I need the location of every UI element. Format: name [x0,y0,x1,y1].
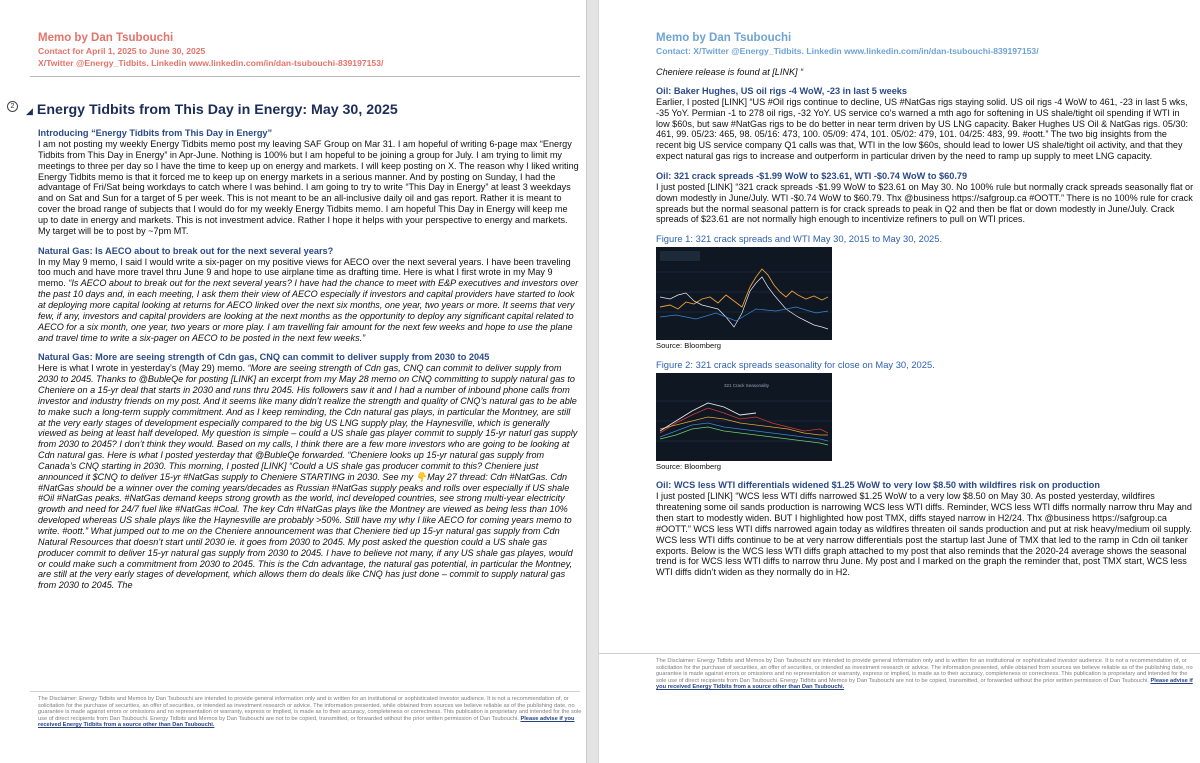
figure2-source: Source: Bloomberg [656,462,722,472]
left-header-title: Memo by Dan Tsubouchi [38,32,174,44]
section-quote-cdn-gas: “More are seeing strength of Cdn gas, CNQ can commit to deliver supply from 2030 to 2045. Thanks to @BubleQe for posting [LINK] an excerpt from my May 28 memo on CNQ committing to supply natural gas to Cheniere on a 15-yr deal that starts in 2030 and runs thru 2045. His followers saw it and I had a number of inbound phone calls from investor and industry friends on my post. And it seems like many didn’t realize the strength and quality of CNQ’s natural gas to be able to make such a long-term supply commitment. And as I keep reminding, the Cdn natural gas plays, in particular the Montney, are still at the very early stages of development especially compared to the big US LNG supply play, the Haynesville, which is generally viewed as being at least half developed. My question is simple – could a US shale gas player commit to supply 15-yr naturl gas supply from 2030 to 2045? I don’t think they would. Based on my calls, I think there are a few more investors who are going to be looking at Cdn natural gas. Here is what I posted yesterday that @BubleQe forwarded. “Cheniere looks up 15-yr natural gas supply from Canada’s CNQ starting in 2030. This morning, I posted [LINK] “Could a US shale gas producer commit to this? Cheniere just announced it $CNQ to deliver 15-yr #NatGas supply to Cheniere STARTING in 2030. See my 👇May 27 thread: Cdn #NatGas. Cdn #NatGas should be a winner over the coming years/decades as Russian #NatGas supply peaks and rolls over especially if US shale #Oil #NatGas peaks. #NatGas demand keeps strong growth as the world, incl developed countries, see strong multi-year electricity growth and need for 24/7 fuel like #NatGas #Coal. The key Cdn #NatGas plays like the Montney are viewed as being less than 10% developed whereas US shale plays like the Haynesville are probably >50%. Still have my why I like AECO for coming years memo to write. #oott.” What jumped out to me on the Cheniere announcement was that Cheniere tied up 15-yr natural gas supply from Cdn Natural Resources that doesn’t start until 2030 ie. it goes from 2030 to 2045. My post asked the question could a US shale gas producer commit to deliver 15-yr natural gas supply from 2030 to 2045. I have to believe not many, if any US shale gas playes, would or could make such a commitment from 2030 to 2045. This is the Cdn advantage, the natural gas potential, in particular the Montney, are still at the very early stages of development, which allows them do deals like CNQ has just done – commit to supply natural gas from 2030 to 2045. The [38,363,578,591]
figure1-caption: Figure 1: 321 crack spreads and WTI May 30, 2015 to May 30, 2025. [656,233,943,245]
right-header-contact[interactable]: Contact: X/Twitter @Energy_Tidbits. Linkedin www.linkedin.com/in/dan-tsubouchi-839197153/ [656,46,1039,56]
section-body-rigs: Earlier, I posted [LINK] “US #Oil rigs continue to decline, US #NatGas rigs staying solid. US oil rigs -4 WoW to 461, -23 in last 5 wks, -35 YoY. Permian -1 to 278 oil rigs, -32 YoY. US service co's warned a mth ago for softening in US shale/tight oil spending if WTI in low $60s, but saw #NatGas rigs to be do better in near term driven by US LNG capacity. Baker Hughes US Oil & NatGas rigs. 05/30: 461, 99. 05/23: 465, 98. 05/16: 473, 100. 05/09: 474, 101. 05/02: 479, 101. 04/25: 483, 99. #oott.” The two big insights from the recent big US service company Q1 calls was that, WTI in the low $60s, should lead to lower US shale/tight oil activity, and that they expect natural gas rigs to increase and outperform in particular driven by the need to ramp up supply to meet LNG capacity. [656,96,1189,162]
section-body-wcs: I just posted [LINK] “WCS less WTI diffs narrowed $1.25 WoW to a very low $8.50 on May 30. As posted yesterday, wildfires threatening some oil sands production is narrowing WCS less WTI diffs. Reminder, WCS less WTI diffs normally narrow thru May and then start to modestly widen. BUT I highlighted how post TMX, diffs stayed narrow in H2/24. Thx @business https://safgroup.ca #OOTT.” WCS less WTI diffs narrowed again today as wildfires threaten oil sands production and put at risk heavy/medium oil supply. WCS less WTI diffs continue to be at very narrow differentials post the startup last June of TMX that led to the ramp in Cdn oil tanker exports. Below is the WCS less WTI diffs graph attached to my post that also reminds that the 2020-24 average shows the seasonal trend is for WCS less WTI diffs to narrow thru June. My post and I marked on the graph the reminder that, post TMX start, WCS less WTI diffs didn’t widen as they normally do in H2. [656,491,1192,578]
section-body-aeco [38,257,580,344]
section-title-cdn-gas: Natural Gas: More are seeing strength of Cdn gas, CNQ can commit to deliver supply from 2030 to 2045 [38,352,490,363]
paragraph-marker-icon: 2 [7,101,18,112]
section-quote-aeco: “Is AECO about to break out for the next several years? I have had the chance to meet with E&P executives and investors over the past 10 days and, in each meeting, I ask them their view of AECO especially if investors and capital providers have started to look at deploying more capital looking at returns for AECO linked over the next six months, one year, two years or more. It seems that very few, if any, investors and capital providers are looking at the next months as the opportunity to deploy any significant capital related to AECO for a six month, one year, two years or more play. I am travelling fair amount for the next few weeks and hope to use the plane and travel time to write a six-pager on AECO to be posted in the next few weeks.” [38,278,579,343]
figure2-chart [656,373,832,461]
left-disclaimer-link[interactable]: Please advise if you received Energy Tidbits from a source other than Dan Tsubouchi. [38,715,575,729]
header-divider [30,76,580,77]
figure2-chart-title: 321 Crack Seasonality [724,383,770,389]
section-title-intro: Introducing “Energy Tidbits from This Day in Energy” [38,128,273,138]
right-footer-divider [599,653,1200,654]
memo-heading-row [26,101,581,119]
section-title-wcs: Oil: WCS less WTI differentials widened $1.25 WoW to very low $8.50 with wildfires risk on production [656,480,1100,491]
right-header [656,31,1196,57]
section-body-cdn-gas [38,363,580,591]
left-page [0,0,587,763]
right-header-title: Memo by Dan Tsubouchi [656,32,792,44]
cheniere-release-line: Cheniere release is found at [LINK] “ [656,67,804,77]
figure1-chart [656,247,832,340]
section-body-intro: I am not posting my weekly Energy Tidbits memo post my leaving SAF Group on Mar 31. I am hopeful of writing 6-page max “Energy Tidbits from This Day in Energy” in Apr-June. Nothing is 100% but I am hopeful to be joining a group for July. I am trying to limit my meetings to three per day so I have the time to keep up on energy and markets. I will keep posting on X. The reason why I liked writing Energy Tidbits memo is that it forced me to keep up on energy markets in a serious manner. And by posting on Sunday, I had the advantage of Fri/Sat being workdays to catch where I was behind. I am going to try to write “This Day in Energy” at least 3 weekdays and on Sat and Sun for a target of 5 per week. This is not meant to be an all-inclusive daily oil and gas report. Rather it is meant to cover the broad range of subjects that I would do for my weekly Energy Tidbits memo. I am hopeful This Day in Energy will keep me up to date in energy and markets. This is not investment advice. Rather I hope it helps with your perspective to energy and markets. My target will be to post by ~7pm MT. [38,139,579,236]
figure1-chart-svg [656,247,832,340]
section-body-crack: I just posted [LINK] “321 crack spreads -$1.99 WoW to $23.61 on May 30. No 100% rule but normally crack spreads seasonally flat or down modestly in June/July. WTI -$0.74 WoW to $60.79. Thx @business https://safgroup.ca #OOTT.” There is no 100% rule for crack spreads but the normal seasonal pattern is for crack spreads to peak in Q2 and then be flat or down modestly in June/July. Crack spreads of $23.61 are not normally high enough to incentivize refiners to pull on WTI prices. [656,181,1194,225]
collapse-triangle-icon[interactable]: ◢ [26,106,33,116]
right-body [656,67,1194,578]
section-title-aeco: Natural Gas: Is AECO about to break out for the next several years? [38,245,334,256]
footer-divider [30,691,580,692]
section-title-crack: Oil: 321 crack spreads -$1.99 WoW to $23.61, WTI -$0.74 WoW to $60.79 [656,170,968,181]
left-header [38,31,578,69]
right-disclaimer-text: The Disclaimer: Energy Tidbits and Memos by Dan Tsubouchi are intended to provide general information only and is written for an institutional or sophisticated investor audience. It is not a recommendation of, or solicitation for the purchase of securities, an offer of securities, or intended as investment research or advice. The information presented, while obtained from sources we believe reliable as of the publishing date, no guarantee is made against errors or omissions and no representation or warranty, express or implied, is made as to their accuracy, completeness or correctness. This publication is proprietary and intended for the sole use of direct recipients from Dan Tsubouchi. Energy Tidbits and Memos by Dan Tsubouchi are not to be copied, transmitted, or forwarded without the prior written permission of Dan Tsubouchi. [656,658,1193,684]
left-disclaimer [38,696,583,729]
right-disclaimer-link[interactable]: Please advise if you received Energy Tidbits from a source other than Dan Tsubouchi. [656,677,1193,691]
figure2-caption: Figure 2: 321 crack spreads seasonality for close on May 30, 2025. [656,359,935,371]
right-disclaimer [656,658,1196,691]
figure2-chart-svg [656,373,832,461]
section-body-cdn-gas-text: Here is what I wrote in yesterday’s (May 29) memo. [38,363,246,374]
right-page [598,0,1200,763]
section-title-rigs: Oil: Baker Hughes, US oil rigs -4 WoW, -23 in last 5 weeks [656,85,908,96]
left-disclaimer-text: The Disclaimer: Energy Tidbits and Memos by Dan Tsubouchi are intended to provide general information only and is written for an institutional or sophisticated investor audience. It is not a recommendation of, or solicitation for the purchase of securities, an offer of securities, or intended as investment research or advice. The information presented, while obtained from sources we believe reliable as of the publishing date, no guarantee is made against errors or omissions and no representation or warranty, express or implied, is made as to their accuracy, completeness or correctness. This publication is proprietary and intended for the sole use of direct recipients from Dan Tsubouchi. Energy Tidbits and Memos by Dan Tsubouchi are not to be copied, transmitted, or forwarded without the prior written permission of Dan Tsubouchi. [38,696,582,722]
section-body-aeco-text: In my May 9 memo, I said I would write a six-pager on my positive views for AECO over the next several years. I have been traveling too much and have more travel thru June 9 and hope to use airplane time as drafting time. Here is what I first wrote in my May 9 memo. [38,256,571,289]
left-header-contact-links[interactable]: X/Twitter @Energy_Tidbits. Linkedin www.linkedin.com/in/dan-tsubouchi-839197153/ [38,58,384,68]
figure1-source: Source: Bloomberg [656,341,722,351]
memo-heading: Energy Tidbits from This Day in Energy: May 30, 2025 [36,102,398,118]
left-header-contact-dates: Contact for April 1, 2025 to June 30, 2025 [38,46,206,56]
left-body [38,128,580,591]
page-gap [587,0,598,763]
